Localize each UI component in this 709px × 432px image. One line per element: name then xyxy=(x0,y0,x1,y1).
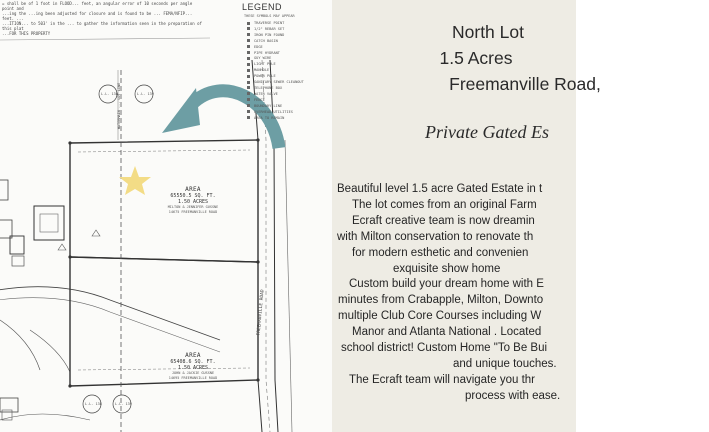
description-line: for modern esthetic and convenien xyxy=(352,246,529,259)
description-line: Manor and Atlanta National . Located xyxy=(352,326,542,339)
legend-item: CATCH BASIN xyxy=(247,39,304,45)
legend-item: WATER VALVE xyxy=(247,92,304,98)
lot-name: North Lot xyxy=(452,22,524,42)
arrow-head-icon xyxy=(162,88,200,133)
description-line: minutes from Crabapple, Milton, Downto xyxy=(338,294,544,307)
legend-item: POWER POLE xyxy=(247,74,304,80)
legend-item: IRON PIN FOUND xyxy=(247,33,304,39)
legend-item: TELEPHONE BOX xyxy=(247,86,304,92)
house-outline xyxy=(34,206,64,240)
description-line: process with ease. xyxy=(465,389,561,402)
description-line: Ecraft creative team is now dreamin xyxy=(352,214,535,227)
road-label: FREEMANVILLE ROAD xyxy=(256,289,266,336)
listing-subtitle: Private Gated Es xyxy=(425,122,549,142)
listing-description xyxy=(332,182,576,405)
lot-tag: L.L. 139 xyxy=(137,92,154,96)
lot-size: 1.5 Acres xyxy=(439,48,513,68)
legend-item: TRAVERSE POINT xyxy=(247,21,304,27)
survey-plat xyxy=(0,0,332,432)
lot-tag: L.L. 138 xyxy=(101,92,118,96)
description-line: exquisite show home xyxy=(393,262,501,275)
legend-item: EDGE xyxy=(247,45,304,51)
legend-title: LEGEND xyxy=(242,2,283,12)
lower-lot-area: AREA 65408.6 SQ. FT. 1.50 ACRES JOHN & JACKIE GUSSNE 14695 FREEMANVILLE ROAD xyxy=(168,352,218,380)
legend-item: OVERHEAD UTILITIES xyxy=(247,110,304,116)
lot-tag: L.L. 139 xyxy=(115,402,132,406)
description-line: Custom build your dream home with E xyxy=(349,278,544,291)
land-lot-line-label: WATERMAIN ... LOT LINE xyxy=(117,82,122,130)
description-line: The lot comes from an original Farm xyxy=(352,198,537,211)
legend-item: AREA TO REMAIN xyxy=(247,116,304,122)
building-outline xyxy=(0,220,12,238)
legend-item: MANHOLE xyxy=(247,68,304,74)
listing-panel xyxy=(332,0,601,432)
lot-tag: L.L. 138 xyxy=(85,402,102,406)
legend-item: FENCE xyxy=(247,98,304,104)
description-line: Beautiful level 1.5 acre Gated Estate in t xyxy=(337,183,543,195)
description-line: and unique touches. xyxy=(453,357,557,370)
upper-lot-area: AREA 65550.5 SQ. FT. 1.50 ACRES MILTON & JENNIFER GUSSNE 14675 FREEMANVILLE ROAD xyxy=(167,186,219,214)
legend-item: BOUNDARY LINE xyxy=(247,104,304,110)
legend-subtitle: THESE SYMBOLS MAY APPEAR xyxy=(244,14,295,18)
plat-notes: = shall be of 1 foot in FLOOD... feet, an angular error of 10 seconds per angle point and ...ing the ...ing been adjusted for closure and is found to be ... FEMA/NFIP... feet. ... ...ITION... to 503' in the ... to gather the information seen in the preparation of this plat ...FOR THIS PROPERTY xyxy=(2,1,202,36)
building-outline xyxy=(0,180,8,200)
lot-road: Freemanville Road, xyxy=(449,74,601,94)
lot-star-icon xyxy=(119,166,151,195)
description-line: school district! Custom Home "To Be Bui xyxy=(341,342,548,355)
legend-item: PIPE HYDRANT xyxy=(247,51,304,57)
legend-item: SANITARY SEWER CLEANOUT xyxy=(247,80,304,86)
description-line: multiple Club Core Courses including W xyxy=(338,310,542,323)
legend-item: LIGHT POLE xyxy=(247,62,304,68)
description-line: with Milton conservation to renovate th xyxy=(337,230,534,243)
legend-list xyxy=(247,21,304,121)
description-line: The Ecraft team will navigate you thr xyxy=(349,373,535,386)
legend-item: 1/2" REBAR SET xyxy=(247,27,304,33)
legend-item: GUY WIRE xyxy=(247,56,304,62)
